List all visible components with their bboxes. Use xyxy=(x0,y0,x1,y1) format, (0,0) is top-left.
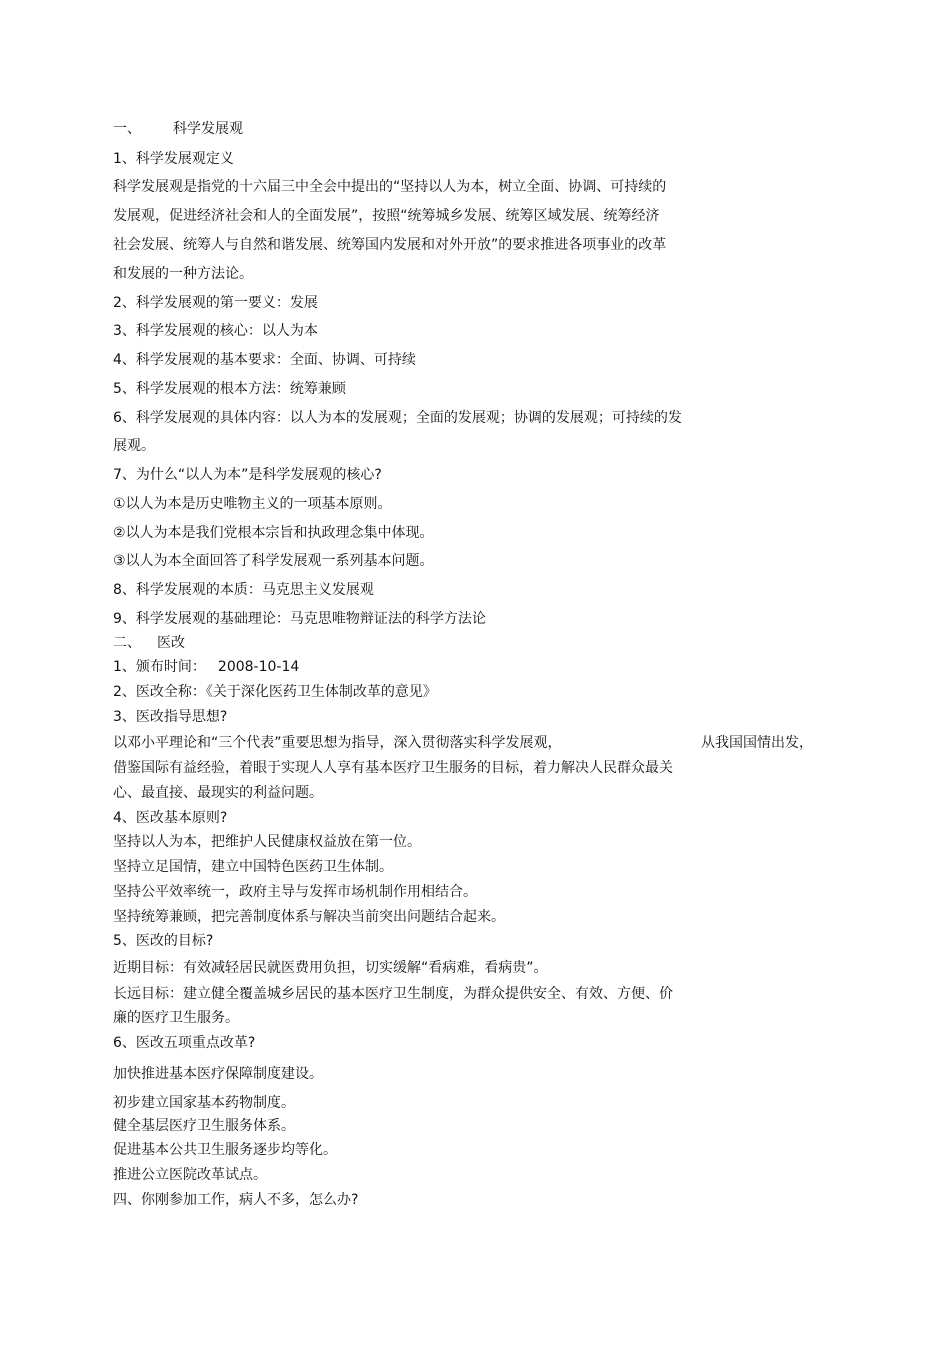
s2-reform: 健全基层医疗卫生服务体系。 xyxy=(113,1118,295,1134)
s1-reason: ①以人为本是历史唯物主义的一项基本原则。 xyxy=(113,496,392,512)
section2-heading xyxy=(113,634,185,652)
s1-definition-line: 社会发展、统筹人与自然和谐发展、统筹国内发展和对外开放”的要求推进各项事业的改革 xyxy=(113,237,667,253)
s2-principle: 坚持以人为本，把维护人民健康权益放在第一位。 xyxy=(113,834,421,850)
s2-item1-label: 1、颁布时间： xyxy=(113,659,206,675)
s1-reason: ②以人为本是我们党根本宗旨和执政理念集中体现。 xyxy=(113,525,434,541)
s2-reform: 加快推进基本医疗保障制度建设。 xyxy=(113,1066,323,1082)
section4-heading: 四、你刚参加工作，病人不多，怎么办? xyxy=(113,1192,359,1208)
s2-item1-date: 2008-10-14 xyxy=(217,659,300,675)
s1-item2: 2、科学发展观的第一要义：发展 xyxy=(113,295,318,311)
s2-goal-far-line: 长远目标：建立健全覆盖城乡居民的基本医疗卫生制度，为群众提供安全、有效、方便、价 xyxy=(113,986,673,1002)
s1-item5: 5、科学发展观的根本方法：统筹兼顾 xyxy=(113,381,346,397)
s1-item9: 9、科学发展观的基础理论：马克思唯物辩证法的科学方法论 xyxy=(113,611,486,627)
s2-guide-line: 心、最直接、最现实的利益问题。 xyxy=(113,785,323,801)
s2-goal-far-line: 廉的医疗卫生服务。 xyxy=(113,1010,239,1026)
s2-item1 xyxy=(113,658,299,676)
s1-definition-line: 和发展的一种方法论。 xyxy=(113,266,253,282)
s2-principle: 坚持立足国情，建立中国特色医药卫生体制。 xyxy=(113,859,393,875)
s1-item3: 3、科学发展观的核心：以人为本 xyxy=(113,323,318,339)
s2-guide-line: 借鉴国际有益经验，着眼于实现人人享有基本医疗卫生服务的目标，着力解决人民群众最关 xyxy=(113,760,673,776)
s1-item8: 8、科学发展观的本质：马克思主义发展观 xyxy=(113,582,374,598)
s2-item6: 6、医改五项重点改革? xyxy=(113,1035,256,1051)
s2-principle: 坚持统筹兼顾，把完善制度体系与解决当前突出问题结合起来。 xyxy=(113,909,505,925)
s2-reform: 促进基本公共卫生服务逐步均等化。 xyxy=(113,1142,337,1158)
s1-item6-line: 展观。 xyxy=(113,438,155,454)
s1-definition-line: 科学发展观是指党的十六届三中全会中提出的“坚持以人为本，树立全面、协调、可持续的 xyxy=(113,179,667,195)
s2-reform: 推进公立医院改革试点。 xyxy=(113,1167,267,1183)
s1-item1-title: 1、科学发展观定义 xyxy=(113,151,234,167)
s2-guide-line1b: 从我国国情出发， xyxy=(701,735,813,751)
s2-item2: 2、医改全称：《关于深化医药卫生体制改革的意见》 xyxy=(113,684,437,700)
s2-item5: 5、医改的目标? xyxy=(113,933,214,949)
s1-reason: ③以人为本全面回答了科学发展观一系列基本问题。 xyxy=(113,553,434,569)
s2-guide-line1a: 以邓小平理论和“三个代表”重要思想为指导，深入贯彻落实科学发展观， xyxy=(113,735,562,751)
s2-principle: 坚持公平效率统一，政府主导与发挥市场机制作用相结合。 xyxy=(113,884,477,900)
section2-number: 二、 xyxy=(113,635,141,651)
s2-item3: 3、医改指导思想? xyxy=(113,709,228,725)
s1-item6-line: 6、科学发展观的具体内容：以人为本的发展观；全面的发展观；协调的发展观；可持续的发 xyxy=(113,410,682,426)
s2-reform: 初步建立国家基本药物制度。 xyxy=(113,1095,295,1111)
s2-goal-near: 近期目标：有效减轻居民就医费用负担，切实缓解“看病难，看病贵”。 xyxy=(113,960,548,976)
section1-number: 一、 xyxy=(113,121,141,137)
s2-item4: 4、医改基本原则? xyxy=(113,810,228,826)
s1-definition-line: 发展观，促进经济社会和人的全面发展”，按照“统筹城乡发展、统筹区域发展、统筹经济 xyxy=(113,208,660,224)
section1-title: 科学发展观 xyxy=(173,121,243,137)
section2-title: 医改 xyxy=(157,635,185,651)
s1-item4: 4、科学发展观的基本要求：全面、协调、可持续 xyxy=(113,352,416,368)
section1-heading xyxy=(113,120,243,138)
s1-item7: 7、为什么“以人为本”是科学发展观的核心? xyxy=(113,467,382,483)
